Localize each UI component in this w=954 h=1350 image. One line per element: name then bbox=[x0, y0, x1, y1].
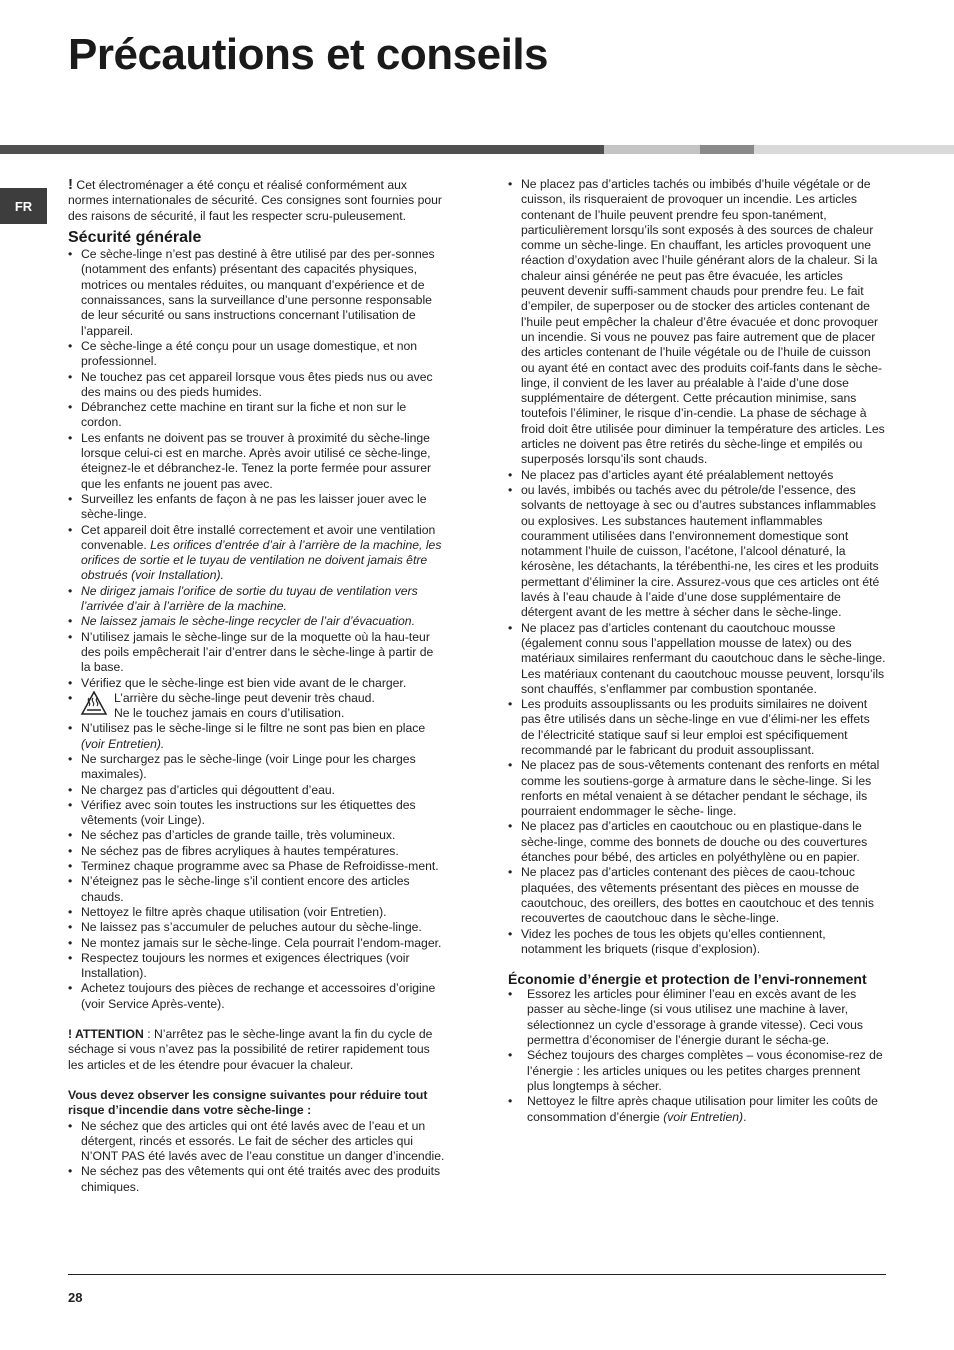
list-item: • Ne montez jamais sur le sèche-linge. Cela pourrait l’endom-mager. bbox=[68, 936, 446, 951]
securite-list bbox=[68, 247, 446, 1012]
hot-warning-line: • L’arrière du sèche-linge peut devenir très chaud. bbox=[114, 690, 375, 705]
page-number: 28 bbox=[68, 1290, 83, 1305]
list-item: • Séchez toujours des charges complètes – vous économise-rez de l’énergie : les articles uniques ou les petites charges prennent plus longtemps à sécher. bbox=[508, 1048, 886, 1094]
list-item bbox=[68, 721, 446, 752]
list-item: • Ne placez pas d’articles contenant du caoutchouc mousse (également connu sous l’appellation mousse de latex) ou des matériaux similaires renfermant du caoutchouc dans le sèche-linge. Les matériaux contenant du caoutchouc mousse peuvent, lorsqu’ils sont chauffés, s’enflammer par combustion spontanée. bbox=[508, 621, 886, 697]
list-item: • N’éteignez pas le sèche-linge s’il contient encore des articles chauds. bbox=[68, 874, 446, 905]
list-item: • Ne séchez pas de fibres acryliques à hautes températures. bbox=[68, 844, 446, 859]
page-title: Précautions et conseils bbox=[68, 30, 549, 79]
attention-label: ! ATTENTION bbox=[68, 1027, 144, 1042]
economie-text: Nettoyez le filtre après chaque utilisation pour limiter les coûts de consommation d’énergie bbox=[527, 1094, 878, 1124]
install-text: Cet appareil doit être installé correctement et avoir une ventilation convenable. bbox=[81, 522, 436, 552]
header-band-pale bbox=[754, 145, 954, 154]
list-item: • Achetez toujours des pièces de rechange et accessoires d’origine (voir Service Après-vente). bbox=[68, 981, 446, 1012]
attention-paragraph bbox=[68, 1027, 446, 1073]
list-item bbox=[68, 614, 446, 629]
list-item: • Ne placez pas d’articles en caoutchouc ou en plastique-dans le sèche-linge, comme des bonnets de douche ou des couvertures étanches pour bébé, des articles en polyéthylène ou en papier. bbox=[508, 819, 886, 865]
right-column bbox=[508, 177, 886, 1125]
economie-list bbox=[508, 987, 886, 1125]
footer-rule bbox=[68, 1274, 886, 1275]
list-item bbox=[68, 691, 446, 722]
list-item: • Ne surchargez pas le sèche-linge (voir Linge pour les charges maximales). bbox=[68, 752, 446, 783]
list-item: • Videz les poches de tous les objets qu’elles contiennent, notamment les briquets (risque d’explosion). bbox=[508, 927, 886, 958]
list-item: • Respectez toujours les normes et exigences électriques (voir Installation). bbox=[68, 951, 446, 982]
list-item: • Ne placez pas d’articles contenant des pièces de caou-tchouc plaquées, des vêtements présentant des pièces en mousse de caoutchouc, des oreillers, des bottes en caoutchouc et des tennis recouvertes de caoutchouc dans le sèche-linge. bbox=[508, 865, 886, 926]
list-item: • Vérifiez avec soin toutes les instructions sur les étiquettes des vêtements (voir Linge). bbox=[68, 798, 446, 829]
list-item: • Les enfants ne doivent pas se trouver à proximité du sèche-linge lorsque celui-ci est en marche. Après avoir utilisé ce sèche-linge, éteignez-le et débranchez-le. Tenez la porte fermée pour assurer que les enfants ne jouent pas avec. bbox=[68, 431, 446, 492]
list-item: • Ne placez pas d’articles tachés ou imbibés d’huile végétale or de cuisson, ils risqueraient de provoquer un incendie. Les articles contenant de l’huile peuvent prendre feu spon-tanément, particulièrement lorsqu’ils sont exposés à des sources de chaleur comme un sèche-linge. En chauffant, les articles provoquent une réaction d’oxydation avec l’huile générant alors de la chaleur. Si la chaleur ainsi générée ne peut pas être évacuée, les articles peuvent devenir suffi-samment chauds pour prendre feu. Le fait d’empiler, de superposer ou de stocker des articles contenant de l’huile peut empêcher la chaleur d’être évacuée et donc provoquer un incendie. Si vous ne pouvez pas faire autrement que de placer des articles contenant de l’huile végétale ou de l’huile de cuisson ou ayant été en contact avec des produits coif-fants dans le sèche-linge, il convient de les laver au préalable à l’aide d’une dose supplémentaire de détergent. Cette précaution minimise, sans toutefois l’éliminer, le risque d’in-cendie. La phase de séchage à froid doit être utilisée pour diminuer la température des articles. Les articles ne doivent pas être retirés du sèche-linge et empilés ou superposés lorsqu’ils sont chauds. bbox=[508, 177, 886, 468]
hot-surface-icon bbox=[81, 691, 107, 715]
list-item: • Essorez les articles pour éliminer l’eau en excès avant de les passer au sèche-linge (si vous utilisez une machine à laver, sélectionnez un cycle d’essorage à grande vitesse). Ceci vous permettra d’économiser de l’énergie durant le sécha-ge. bbox=[508, 987, 886, 1048]
list-item: • Ce sèche-linge n’est pas destiné à être utilisé par des per-sonnes (notamment des enfants) présentant des capacités physiques, motrices ou mentales réduites, ou manquant d’expérience et de connaissances, sans la surveillance d’une personne responsable de leur sécurité ou sans instructions concernant l’utilisation de l’appareil. bbox=[68, 247, 446, 339]
list-item: • Les produits assouplissants ou les produits similaires ne doivent pas être utilisés dans un sèche-linge en vue d’élimi-ner les effets de l’électricité statique sauf si leur emploi est spécifiquement recommandé par le fabricant du produit assouplissant. bbox=[508, 697, 886, 758]
hot-surface-warning bbox=[81, 691, 446, 722]
filter-text: N’utilisez pas le sèche-linge si le filtre ne sont pas bien en place bbox=[81, 721, 426, 736]
header-band-light bbox=[604, 145, 700, 154]
list-item: • Ne chargez pas d’articles qui dégouttent d’eau. bbox=[68, 783, 446, 798]
economie-end: . bbox=[743, 1109, 747, 1124]
list-item bbox=[68, 584, 446, 615]
list-item: • Ne laissez pas s’accumuler de peluches autour du sèche-linge. bbox=[68, 920, 446, 935]
warning-mark: ! bbox=[68, 176, 73, 193]
italic-note: Ne laissez jamais le sèche-linge recycler de l’air d’évacuation. bbox=[81, 614, 415, 629]
list-item bbox=[508, 1094, 886, 1125]
list-item: • N’utilisez jamais le sèche-linge sur de la moquette où la hau-teur des poils empêcherait l’air d’entrer dans le sèche-linge à partir de la base. bbox=[68, 630, 446, 676]
hot-warning-line: Ne le touchez jamais en cours d’utilisation. bbox=[114, 706, 345, 721]
list-item: • Ne placez pas d’articles ayant été préalablement nettoyés bbox=[508, 468, 886, 483]
header-band-dark bbox=[0, 145, 604, 154]
list-item: • Ce sèche-linge a été conçu pour un usage domestique, et non professionnel. bbox=[68, 339, 446, 370]
list-item bbox=[68, 523, 446, 584]
list-item: • Vérifiez que le sèche-linge est bien vide avant de le charger. bbox=[68, 676, 446, 691]
risk-list bbox=[508, 177, 886, 957]
consignes-list bbox=[68, 1119, 446, 1195]
language-tab: FR bbox=[0, 188, 47, 224]
attention-text: : N’arrêtez pas le sèche-linge avant la fin du cycle de séchage si vous n’avez pas la possibilité de retirer rapidement tous les articles et de les étendre pour évacuer la chaleur. bbox=[68, 1027, 433, 1072]
consignes-heading: Vous devez observer les consigne suivantes pour réduire tout risque d’incendie dans votre sèche-linge : bbox=[68, 1087, 428, 1118]
intro-text: Cet électroménager a été conçu et réalisé conformément aux normes internationales de sécurité. Ces consignes sont fournies pour des raisons de sécurité, il faut les respecter scru-puleusement. bbox=[68, 178, 442, 223]
header-band-mid bbox=[700, 145, 754, 154]
filter-ref: (voir Entretien). bbox=[81, 736, 165, 751]
section-heading-economie: Économie d’énergie et protection de l’envi-ronnement bbox=[508, 971, 867, 988]
economie-ref: (voir Entretien) bbox=[663, 1109, 744, 1124]
list-item: • Ne placez pas de sous-vêtements contenant des renforts en métal comme les soutiens-gorge à armature dans le sèche-linge. Si les renforts en métal venaient à se détacher pendant le séchage, ils pourraient endommager le sèche- linge. bbox=[508, 758, 886, 819]
italic-note: Ne dirigez jamais l’orifice de sortie du tuyau de ventilation vers l’arrivée d’air à l’arrière de la machine. bbox=[81, 583, 418, 614]
list-item: • Nettoyez le filtre après chaque utilisation (voir Entretien). bbox=[68, 905, 446, 920]
list-item: • Surveillez les enfants de façon à ne pas les laisser jouer avec le sèche-linge. bbox=[68, 492, 446, 523]
intro-paragraph bbox=[68, 177, 446, 224]
section-heading-securite: Sécurité générale bbox=[68, 228, 202, 246]
list-item: • Ne touchez pas cet appareil lorsque vous êtes pieds nus ou avec des mains ou des pieds humides. bbox=[68, 370, 446, 401]
list-item: • Terminez chaque programme avec sa Phase de Refroidisse-ment. bbox=[68, 859, 446, 874]
list-item: • Ne séchez pas d’articles de grande taille, très volumineux. bbox=[68, 828, 446, 843]
list-item: • Ne séchez que des articles qui ont été lavés avec de l’eau et un détergent, rincés et essorés. Le fait de sécher des articles qui N’ONT PAS été lavés avec de l’eau constitue un danger d’incendie. bbox=[68, 1119, 446, 1165]
list-item: • Débranchez cette machine en tirant sur la fiche et non sur le cordon. bbox=[68, 400, 446, 431]
list-item: • ou lavés, imbibés ou tachés avec du pétrole/de l’essence, des solvants de nettoyage à sec ou d’autres substances inflammables ou explosives. Les substances hautement inflammables couramment utilisées dans l’environnement domestique sont notamment l’huile de cuisson, l’acétone, l’alcool dénaturé, la kérosène, les détachants, la térébenthi-ne, les cires et les produits permettant d’éliminer la cire. Assurez-vous que ces articles ont été lavés à l’eau chaude à l’aide d’une dose supplémentaire de détergent avant de les mettre à sécher dans le sèche-linge. bbox=[508, 483, 886, 621]
list-item: • Ne séchez pas des vêtements qui ont été traités avec des produits chimiques. bbox=[68, 1164, 446, 1195]
install-note: Les orifices d’entrée d’air à l’arrière de la machine, les orifices de sortie et le tuyau de ventilation ne doivent jamais être obstrués (voir Installation). bbox=[81, 537, 442, 583]
left-column bbox=[68, 177, 446, 1195]
